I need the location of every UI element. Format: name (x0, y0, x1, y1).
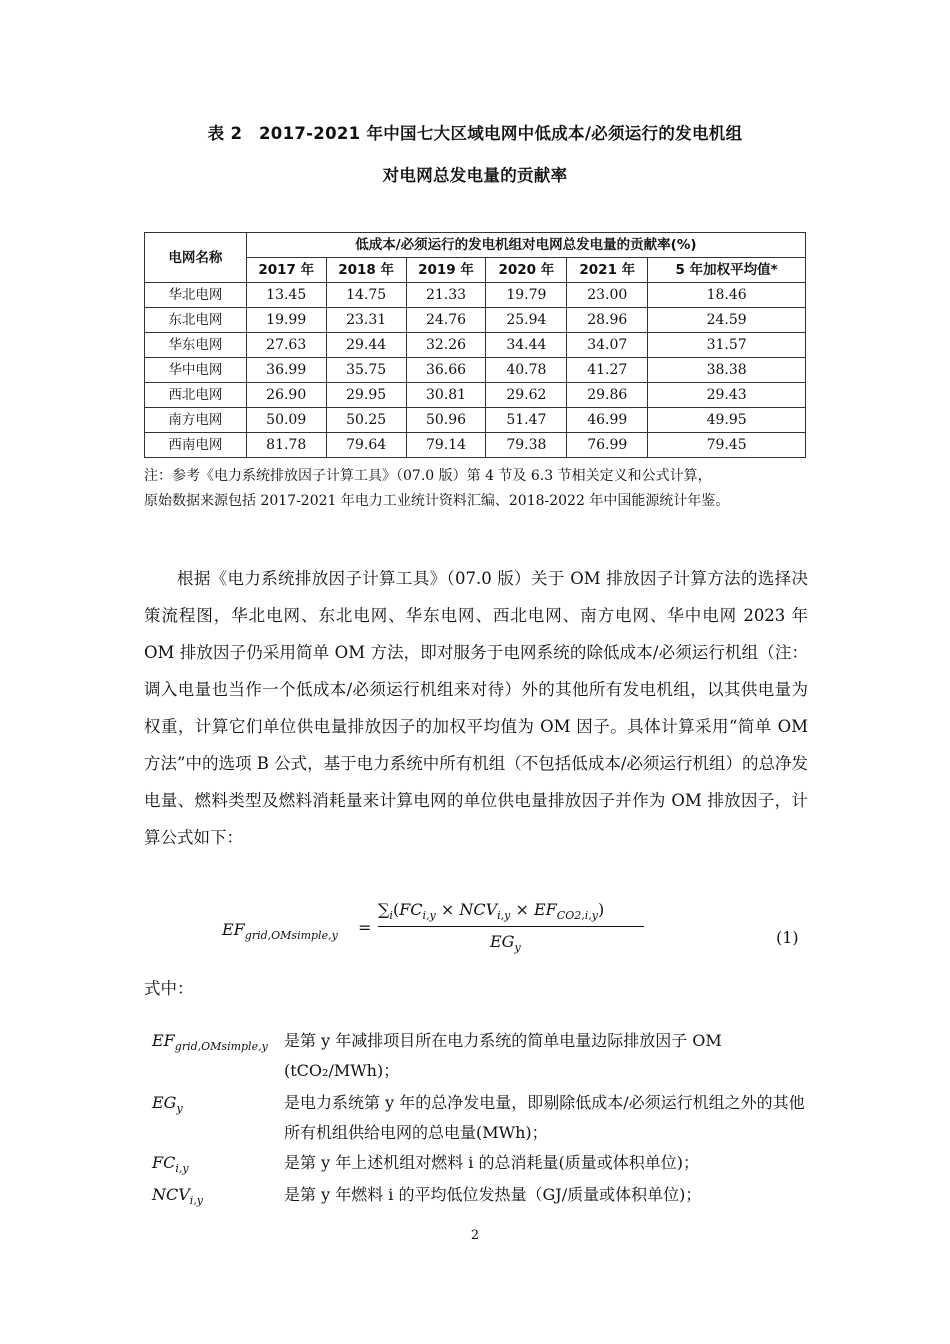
value-cell: 29.86 (567, 383, 648, 408)
column-header: 2017 年 (246, 258, 326, 283)
value-cell: 24.59 (648, 308, 806, 333)
contribution-group-header: 低成本/必须运行的发电机组对电网总发电量的贡献率(%) (246, 233, 805, 258)
grid-name-cell: 南方电网 (145, 408, 247, 433)
grid-name-cell: 华东电网 (145, 333, 247, 358)
value-cell: 79.38 (486, 433, 567, 458)
contribution-table (144, 232, 806, 458)
definition-ef-grid (144, 1026, 810, 1088)
formula-numerator: $\sum_i(FC_{i,y} \times NCV_{i,y} \times EF_{CO2,i,y})$ (378, 900, 605, 923)
definition-eg (144, 1088, 810, 1148)
value-cell: 29.62 (486, 383, 567, 408)
value-cell: 41.27 (567, 358, 648, 383)
value-cell: 34.07 (567, 333, 648, 358)
value-cell: 81.78 (246, 433, 326, 458)
definition-symbol: $EF_{grid,OMsimple,y}$ (152, 1031, 268, 1054)
table-row (145, 308, 806, 333)
definition-symbol: $NCV_{i,y}$ (152, 1185, 204, 1208)
value-cell: 23.00 (567, 283, 648, 308)
value-cell: 25.94 (486, 308, 567, 333)
value-cell: 28.96 (567, 308, 648, 333)
value-cell: 29.43 (648, 383, 806, 408)
value-cell: 30.81 (406, 383, 486, 408)
equation-number: (1) (776, 928, 799, 947)
grid-name-cell: 东北电网 (145, 308, 247, 333)
formula-lhs: $EF_{grid,OMsimple,y}$ (222, 920, 338, 943)
definition-text: 是第 y 年减排项目所在电力系统的简单电量边际排放因子 OM (tCO₂/MWh)； (284, 1031, 722, 1080)
value-cell: 49.95 (648, 408, 806, 433)
value-cell: 76.99 (567, 433, 648, 458)
value-cell: 50.09 (246, 408, 326, 433)
definition-text: 是电力系统第 y 年的总净发电量，即剔除低成本/必须运行机组之外的其他所有机组供给电网的总电量(MWh)； (284, 1093, 805, 1142)
table-note (144, 464, 810, 514)
column-header: 2019 年 (406, 258, 486, 283)
value-cell: 32.26 (406, 333, 486, 358)
value-cell: 26.90 (246, 383, 326, 408)
value-cell: 46.99 (567, 408, 648, 433)
value-cell: 29.95 (326, 383, 406, 408)
value-cell: 50.25 (326, 408, 406, 433)
symbol-definitions (144, 1026, 810, 1212)
value-cell: 18.46 (648, 283, 806, 308)
value-cell: 19.79 (486, 283, 567, 308)
column-header: 2018 年 (326, 258, 406, 283)
value-cell: 79.14 (406, 433, 486, 458)
table-row (145, 433, 806, 458)
value-cell: 36.99 (246, 358, 326, 383)
grid-name-header: 电网名称 (145, 233, 247, 283)
column-header: 2020 年 (486, 258, 567, 283)
value-cell: 38.38 (648, 358, 806, 383)
formula-denominator: $EG_y$ (490, 932, 521, 955)
definition-symbol: $FC_{i,y}$ (152, 1153, 189, 1176)
value-cell: 36.66 (406, 358, 486, 383)
table-row (145, 408, 806, 433)
definition-symbol: $EG_y$ (152, 1093, 183, 1116)
value-cell: 40.78 (486, 358, 567, 383)
value-cell: 21.33 (406, 283, 486, 308)
value-cell: 23.31 (326, 308, 406, 333)
value-cell: 34.44 (486, 333, 567, 358)
value-cell: 19.99 (246, 308, 326, 333)
formula-equals: = (358, 918, 372, 937)
table-row (145, 283, 806, 308)
value-cell: 24.76 (406, 308, 486, 333)
table-row (145, 358, 806, 383)
value-cell: 79.45 (648, 433, 806, 458)
page-number: 2 (470, 1228, 480, 1243)
body-paragraph: 根据《电力系统排放因子计算工具》（07.0 版）关于 OM 排放因子计算方法的选择决策流程图，华北电网、东北电网、华东电网、西北电网、南方电网、华中电网 2023 年 OM 排放因子仍采用简单 OM 方法，即对服务于电网系统的除低成本/必须运行机组（注：调入电量也当作一个低成本/必须运行机组来对待）外的其他所有发电机组，以其供电量为权重，计算它们单位供电量排放因子的加权平均值为 OM 因子。具体计算采用“简单 OM 方法”中的选项 B 公式，基于电力系统中所有机组（不包括低成本/必须运行机组）的总净发电量、燃料类型及燃料消耗量来计算电网的单位供电量排放因子并作为 OM 排放因子，计算公式如下： (144, 569, 808, 847)
column-header: 2021 年 (567, 258, 648, 283)
grid-name-cell: 华中电网 (145, 358, 247, 383)
table-row (145, 333, 806, 358)
column-header: 5 年加权平均值* (648, 258, 806, 283)
value-cell: 51.47 (486, 408, 567, 433)
value-cell: 29.44 (326, 333, 406, 358)
value-cell: 14.75 (326, 283, 406, 308)
grid-name-cell: 西南电网 (145, 433, 247, 458)
where-label: 式中： (144, 979, 194, 998)
value-cell: 50.96 (406, 408, 486, 433)
value-cell: 31.57 (648, 333, 806, 358)
value-cell: 13.45 (246, 283, 326, 308)
value-cell: 35.75 (326, 358, 406, 383)
definition-text: 是第 y 年上述机组对燃料 i 的总消耗量(质量或体积单位)； (284, 1153, 699, 1172)
definition-fc (144, 1148, 810, 1180)
table-caption-line-1: 表 2 2017-2021 年中国七大区域电网中低成本/必须运行的发电机组 (207, 124, 743, 143)
table-row (145, 383, 806, 408)
om-emission-factor-formula (222, 898, 642, 958)
definition-text: 是第 y 年燃料 i 的平均低位发热量（GJ/质量或体积单位)； (284, 1185, 702, 1204)
value-cell: 79.64 (326, 433, 406, 458)
grid-name-cell: 西北电网 (145, 383, 247, 408)
table-caption-line-2: 对电网总发电量的贡献率 (382, 166, 568, 185)
grid-name-cell: 华北电网 (145, 283, 247, 308)
table-note-line-2: 原始数据来源包括 2017-2021 年电力工业统计资料汇编、2018-2022 年中国能源统计年鉴。 (144, 493, 730, 509)
formula-fraction-bar (378, 926, 644, 927)
definition-ncv (144, 1180, 810, 1212)
value-cell: 27.63 (246, 333, 326, 358)
table-note-line-1: 注：参考《电力系统排放因子计算工具》（07.0 版）第 4 节及 6.3 节相关定义和公式计算， (144, 468, 712, 484)
